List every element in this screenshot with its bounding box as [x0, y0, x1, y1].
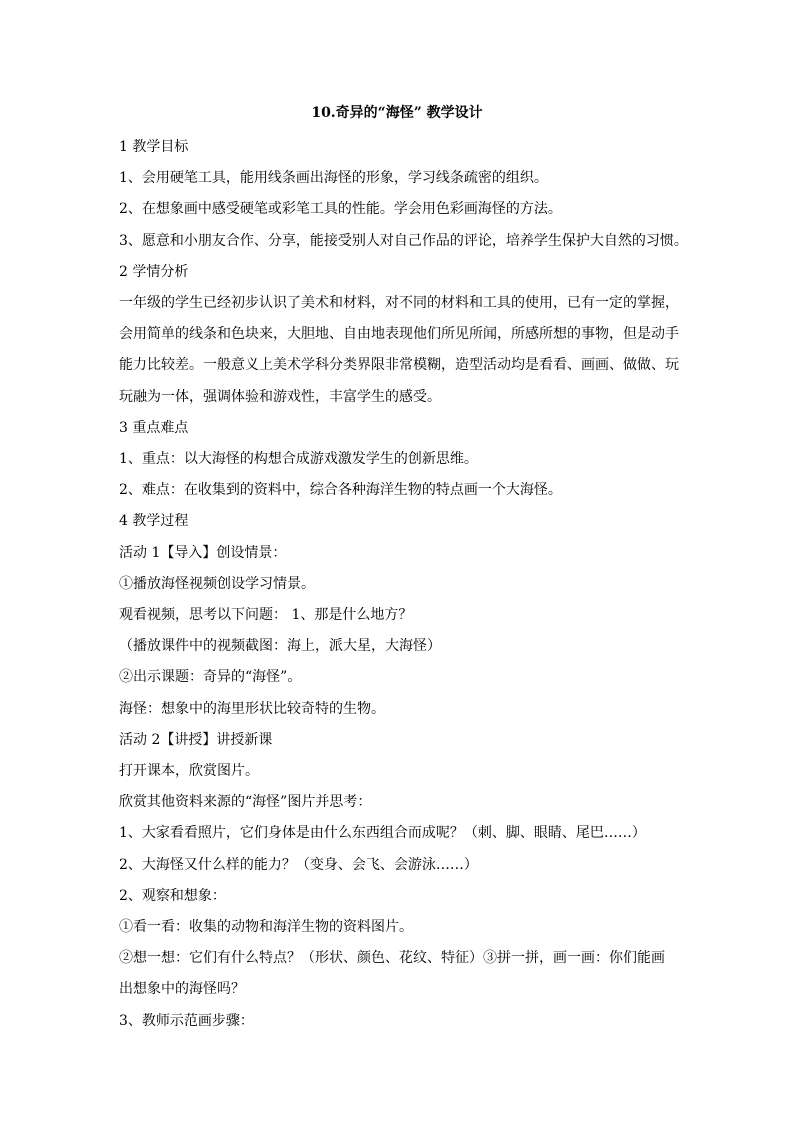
document-body — [119, 132, 688, 1037]
process-line: 海怪：想象中的海里形状比较奇特的生物。 — [119, 700, 385, 717]
process-line: ①播放海怪视频创设学习情景。 — [119, 575, 315, 592]
section-heading-analysis: 2 学情分析 — [119, 263, 189, 280]
paragraph-line: 能力比较差。一般意义上美术学科分类界限非常模糊，造型活动均是看看、画画、做做、玩 — [119, 357, 679, 374]
process-line: 打开课本，欣赏图片。 — [119, 763, 259, 780]
section-heading-key-points: 3 重点难点 — [119, 419, 189, 436]
paragraph-line: 玩融为一体，强调体验和游戏性，丰富学生的感受。 — [119, 388, 441, 405]
objective-item: 1、会用硬笔工具，能用线条画出海怪的形象，学习线条疏密的组织。 — [119, 170, 548, 187]
objective-item: 3、愿意和小朋友合作、分享，能接受别人对自己作品的评论，培养学生保护大自然的习惯。 — [119, 232, 688, 249]
process-line: 出想象中的海怪吗？ — [119, 981, 245, 998]
process-line: （播放课件中的视频截图：海上，派大星，大海怪） — [119, 638, 441, 655]
process-line: ②出示课题：奇异的“海怪”。 — [119, 669, 302, 686]
objective-item: 2、在想象画中感受硬笔或彩笔工具的性能。学会用色彩画海怪的方法。 — [119, 201, 562, 218]
key-point-item: 1、重点：以大海怪的构想合成游戏激发学生的创新思维。 — [119, 451, 478, 468]
activity-heading: 活动 2【讲授】讲授新课 — [119, 731, 273, 748]
process-line: 欣赏其他资料来源的“海怪”图片并思考： — [119, 794, 372, 811]
section-heading-process: 4 教学过程 — [119, 513, 189, 530]
process-line: 3、教师示范画步骤： — [119, 1012, 254, 1029]
paragraph-line: 会用简单的线条和色块来，大胆地、自由地表现他们所见所闻，所感所想的事物，但是动手 — [119, 326, 679, 343]
section-heading-objectives: 1 教学目标 — [119, 139, 189, 155]
process-line: ①看一看：收集的动物和海洋生物的资料图片。 — [119, 919, 413, 936]
process-line: 1、大家看看照片，它们身体是由什么东西组合而成呢？（刺、脚、眼睛、尾巴……） — [119, 825, 646, 842]
process-line: ②想一想：它们有什么特点？（形状、颜色、花纹、特征）③拼一拼，画一画：你们能画 — [119, 950, 665, 967]
document-title: 10.奇异的“海怪” 教学设计 — [311, 105, 483, 121]
process-line: 观看视频，思考以下问题： 1、那是什么地方？ — [119, 607, 413, 624]
paragraph-line: 一年级的学生已经初步认识了美术和材料，对不同的材料和工具的使用，已有一定的掌握， — [119, 295, 679, 312]
key-point-item: 2、难点：在收集到的资料中，综合各种海洋生物的特点画一个大海怪。 — [119, 482, 562, 499]
process-line: 2、观察和想象： — [119, 887, 226, 904]
process-line: 2、大海怪又什么样的能力？（变身、会飞、会游泳……） — [119, 856, 478, 873]
activity-heading: 活动 1【导入】创设情景： — [119, 544, 287, 561]
